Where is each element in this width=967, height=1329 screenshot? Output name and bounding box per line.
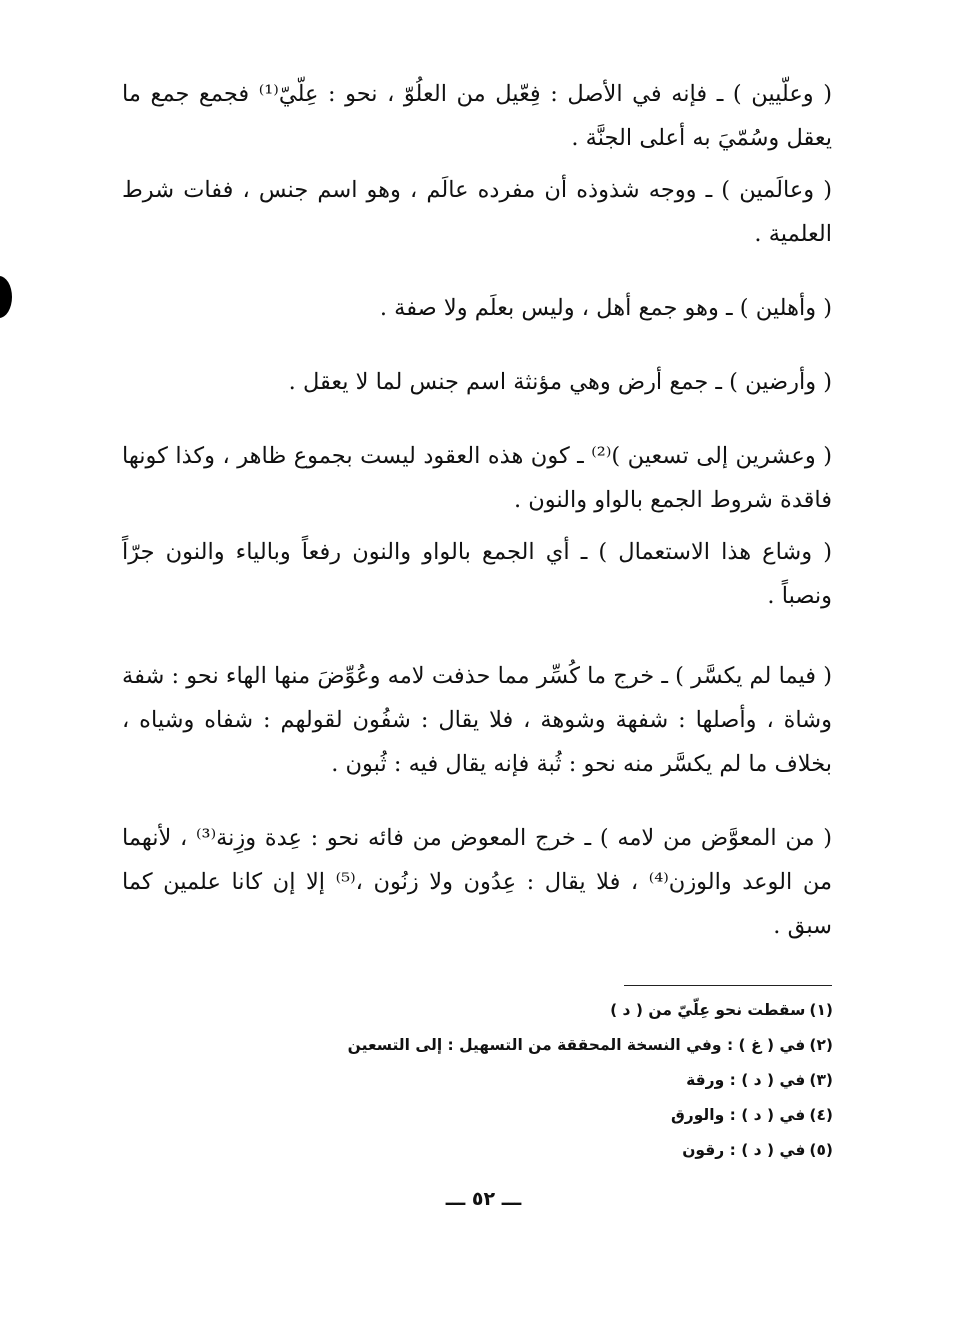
paragraph-body: فإنه في الأصل : فِعّيل من العلُوّ ، نحو : عِلّيّ⁽¹⁾ فجمع جمع ما يعقل وسُمّيَ به أعلى الجنَّة . xyxy=(122,81,832,151)
paragraph-heading: ( وأرضين ) ـ xyxy=(715,369,832,395)
footnote-item xyxy=(300,1098,833,1133)
paragraph-ardin xyxy=(122,360,832,404)
paragraph-heading: ( وأهلين ) ـ xyxy=(726,295,832,321)
paragraph-body: وهو جمع أهل ، وليس بعلَم ولا صفة . xyxy=(379,295,719,321)
footnote-text: في ( غ ) : وفي النسخة المحققة من التسهيل : إلى التسعين xyxy=(347,1036,806,1054)
paragraph-heading: ( وشاع هذا الاستعمال ) ـ xyxy=(580,539,833,565)
paragraph-illiyyin xyxy=(122,72,832,160)
paragraph-body: جمع أرض وهي مؤنثة اسم جنس لما لا يعقل . xyxy=(288,369,709,395)
footnote-item xyxy=(300,1063,833,1098)
footnote-number: (٤) xyxy=(809,1106,833,1124)
paragraph-shaa xyxy=(122,530,832,618)
footnote-text: في ( د ) : ورقة xyxy=(686,1071,806,1089)
paragraph-heading: ( وعالَمين ) ـ xyxy=(705,177,833,203)
paragraph-muawwad xyxy=(122,816,832,948)
paragraph-heading: ( وعلّيين ) ـ xyxy=(716,81,832,107)
footnote-item xyxy=(300,993,833,1028)
paragraph-body: خرج المعوض من فائه نحو : عِدة وزِنة⁽³⁾ ، لأنهما من الوعد والوزن⁽⁴⁾ ، فلا يقال : عِدُون ولا زنُون ،⁽⁵⁾ إلا إن كانا علمين كما سبق . xyxy=(122,825,832,939)
paragraph-body: أي الجمع بالواو والنون رفعاً وبالياء والنون جرّاً ونصباً . xyxy=(122,539,832,609)
paragraph-alamin xyxy=(122,168,832,256)
footnote-number: (٥) xyxy=(809,1141,833,1159)
paragraph-ahlin xyxy=(122,286,832,330)
scan-edge-mark xyxy=(0,276,12,318)
paragraph-heading: ( وعشرين إلى تسعين )⁽²⁾ ـ xyxy=(577,443,832,469)
footnote-number: (٣) xyxy=(809,1071,833,1089)
paragraph-body: ووجه شذوذه أن مفرده عالَم ، وهو اسم جنس ، ففات شرط العلمية . xyxy=(122,177,832,247)
footnote-number: (٢) xyxy=(809,1036,833,1054)
footnote-separator xyxy=(624,985,832,986)
footnote-item xyxy=(300,1028,833,1063)
paragraph-body: خرج ما كُسِّر مما حذفت لامه وعُوِّضَ منها الهاء نحو : شفة وشاة ، وأصلها : شفهة وشوهة ، فلا يقال : شفُون لقولهم : شفاه وشياه ، بخلاف ما لم يكسَّر منه نحو : ثُبة فإنه يقال فيه : ثُبون . xyxy=(122,663,832,777)
main-text xyxy=(122,72,832,948)
footnote-number: (١) xyxy=(809,1001,833,1019)
paragraph-heading: ( فيما لم يكسَّر ) ـ xyxy=(661,663,832,689)
page-number: ـــ ٥٢ ـــ xyxy=(445,1188,522,1210)
paragraph-lam-yukassar xyxy=(122,654,832,786)
paragraph-ishrin xyxy=(122,434,832,522)
paragraph-heading: ( من المعوَّض من لامه ) ـ xyxy=(584,825,833,851)
footnote-text: سقطت نحو عِلّيّ من ( د ) xyxy=(610,1001,806,1019)
footnotes xyxy=(300,993,833,1168)
footnote-text: في ( د ) : والورق xyxy=(670,1106,806,1124)
footnote-text: في ( د ) : رقون xyxy=(682,1141,806,1159)
footnote-item xyxy=(300,1133,833,1168)
paragraph-body: كون هذه العقود ليست بجموع ظاهر ، وكذا كونها فاقدة شروط الجمع بالواو والنون . xyxy=(122,443,832,513)
